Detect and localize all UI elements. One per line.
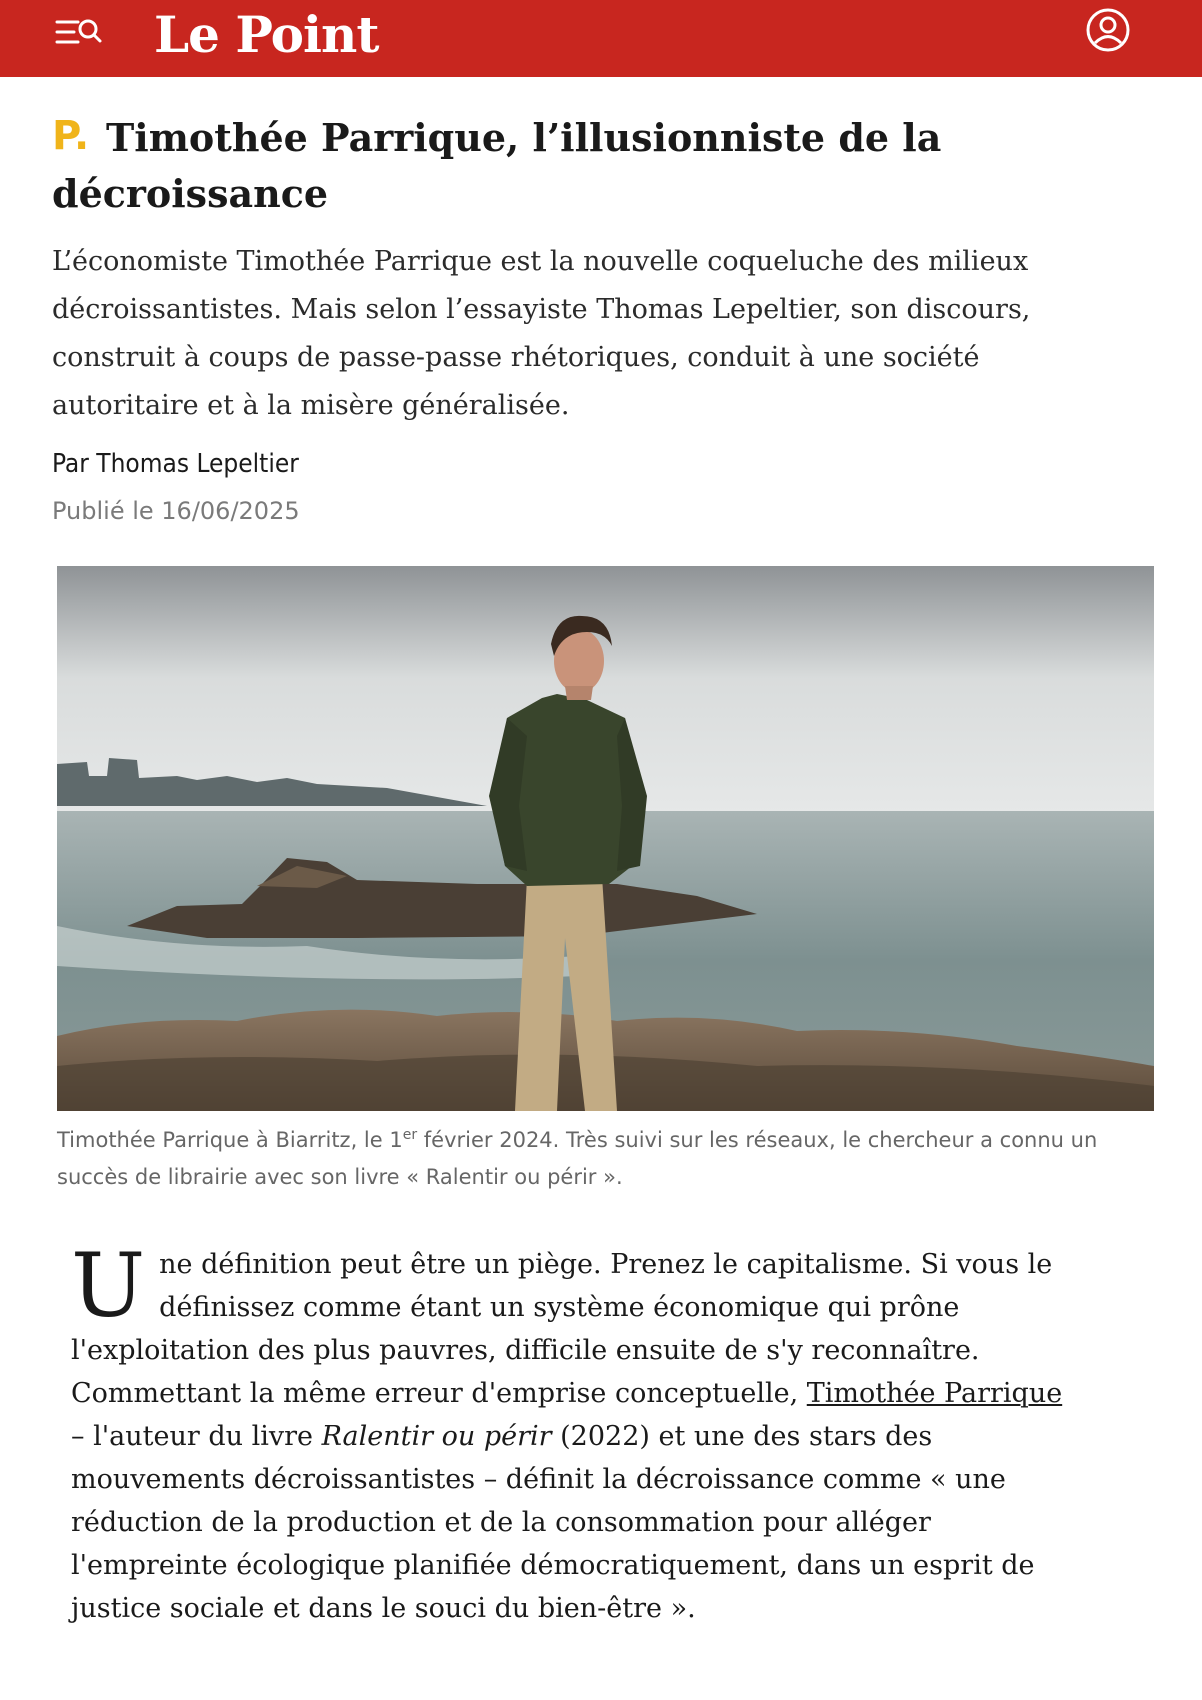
premium-badge-icon: P. — [52, 113, 90, 159]
article-photo — [57, 566, 1154, 1111]
article-body — [71, 1234, 1071, 1630]
book-title: Ralentir ou périr — [321, 1421, 552, 1452]
user-account-icon[interactable] — [1084, 6, 1132, 54]
drop-cap: U — [71, 1234, 146, 1337]
caption-text: Timothée Parrique à Biarritz, le 1 — [57, 1128, 403, 1152]
top-bar — [0, 0, 1202, 77]
article-title: Timothée Parrique, l’illusionniste de la décroissance — [52, 115, 942, 216]
article-standfirst: L’économiste Timothée Parrique est la nouvelle coqueluche des milieux décroissantistes. Mais selon l’essayiste Thomas Lepeltier, son discours, construit à coups de passe-passe rhétoriques, conduit à une société autoritaire et à la misère généralisée. — [52, 246, 1031, 421]
caption-superscript: er — [402, 1127, 418, 1143]
photo-caption — [57, 1122, 1157, 1196]
menu-search-icon[interactable] — [54, 10, 106, 54]
body-text-part2: – l'auteur du livre — [71, 1421, 322, 1452]
site-logo[interactable]: Le Point — [154, 5, 379, 64]
body-text-part3: (2022) et une des stars des mouvements décroissantistes – définit la décroissance comme « une réduction de la production et de la consommation pour alléger l'empreinte écologique planifiée démocratiquement, dans un esprit de justice sociale et dans le souci du bien-être ». — [71, 1421, 1035, 1624]
author-profile-link[interactable]: Timothée Parrique — [806, 1378, 1063, 1409]
article-byline[interactable]: Par Thomas Lepeltier — [52, 449, 299, 479]
publication-date: Publié le 16/06/2025 — [52, 497, 300, 525]
body-text-part1: ne définition peut être un piège. Prenez le capitalisme. Si vous le définissez comme étant un système économique qui prône l'exploitation des plus pauvres, difficile ensuite de s'y reconnaître. Commettant la même erreur d'emprise conceptuelle, — [71, 1249, 1053, 1409]
caption-text-continued: février 2024. Très suivi sur les réseaux, le chercheur a connu un succès de librairie avec son livre « Ralentir ou périr ». — [57, 1128, 1098, 1189]
